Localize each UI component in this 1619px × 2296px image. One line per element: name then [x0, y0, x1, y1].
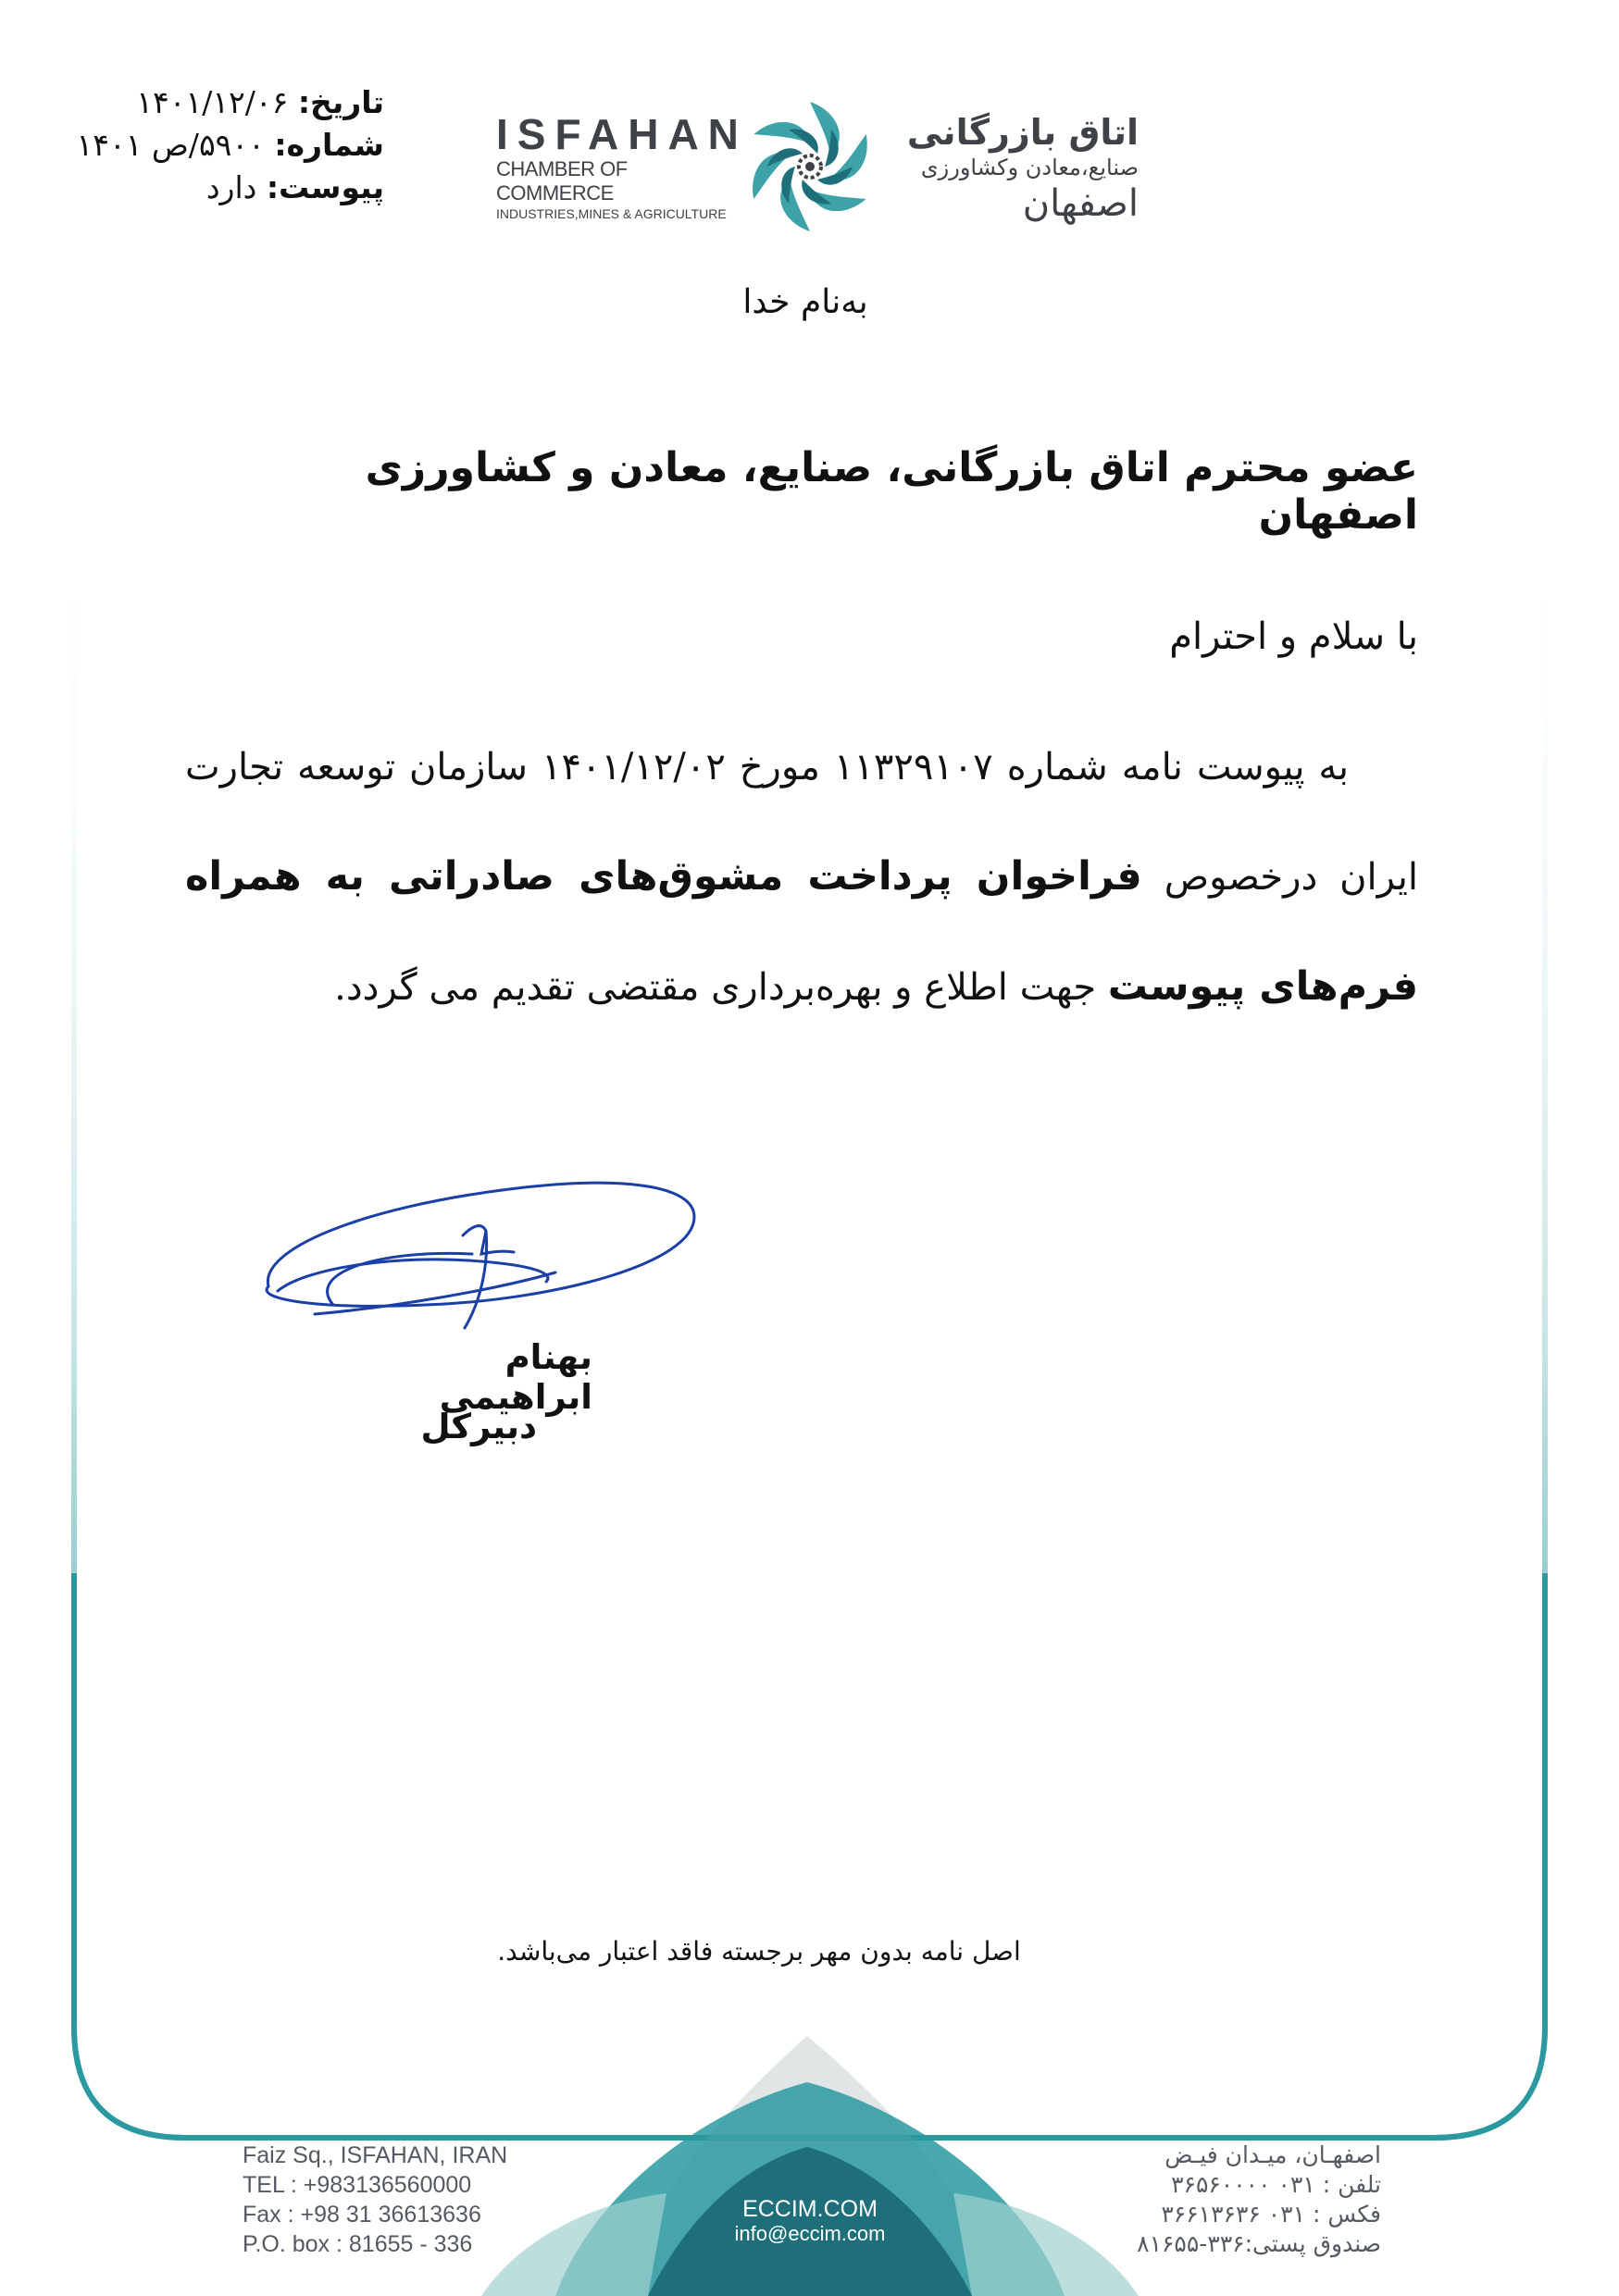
footer-website — [704, 2196, 916, 2246]
bismillah-heading: به‌نام خدا — [742, 283, 868, 321]
footer-petals — [481, 2036, 1139, 2296]
recipient-line: عضو محترم اتاق بازرگانی، صنایع، معادن و کشاورزی اصفهان — [365, 444, 1418, 539]
greeting-line: با سلام و احترام — [1169, 615, 1418, 658]
footer-en-address: Faiz Sq., ISFAHAN, IRAN — [243, 2142, 508, 2168]
logo-isfahan-text: ISFAHAN — [496, 110, 748, 158]
handwritten-signature — [250, 1161, 713, 1365]
meta-attachment-row — [65, 167, 384, 209]
footer-fa-tel: تلفن : ۰۳۱ ۳۶۵۶۰۰۰۰ — [1171, 2171, 1381, 2198]
chamber-logo-icon — [731, 93, 889, 241]
logo-fa-industries: صنایع،معادن وکشاورزی — [920, 155, 1139, 180]
footer-address-persian — [1055, 2141, 1381, 2259]
number-label: شماره: — [274, 127, 384, 163]
body-paragraph — [185, 713, 1418, 1042]
logo-english — [496, 110, 748, 222]
logo-industries-text: INDUSTRIES,MINES & AGRICULTURE — [496, 206, 727, 221]
logo-fa-isfahan: اصفهان — [1022, 182, 1139, 225]
website-link[interactable]: ECCIM.COM — [742, 2196, 878, 2222]
signatory-title: دبیرکل — [420, 1407, 537, 1446]
attachment-value: دارد — [205, 169, 257, 205]
validity-note: اصل نامه بدون مهر برجسته فاقد اعتبار می‌باشد. — [497, 1936, 1021, 1967]
footer-fa-pobox: صندوق پستی:۳۳۶-۸۱۶۵۵ — [1137, 2230, 1381, 2257]
footer-fa-fax: فکس : ۰۳۱ ۳۶۶۱۳۶۳۶ — [1161, 2201, 1381, 2228]
footer-en-tel: TEL : +983136560000 — [243, 2172, 472, 2198]
email-link[interactable]: info@eccim.com — [734, 2222, 886, 2245]
logo-fa-chamber: اتاق بازرگانی — [906, 112, 1139, 153]
footer-fa-address: اصفهـان، میـدان فیـض — [1164, 2141, 1381, 2168]
footer-en-fax: Fax : +98 31 36613636 — [243, 2202, 481, 2228]
date-value: ۱۴۰۱/۱۲/۰۶ — [136, 84, 289, 120]
body-text-1: به پیوست نامه شماره ۱۱۳۲۹۱۰۷ مورخ ۱۴۰۱/۱۲/۰۲ سازمان توسعه تجارت ایران درخصوص — [185, 746, 1418, 899]
body-text-2: جهت اطلاع و بهره‌برداری مقتضی تقدیم می گردد. — [334, 966, 1108, 1009]
footer-address-english — [243, 2141, 576, 2259]
letter-meta — [65, 81, 384, 209]
body-bold-text: فراخوان پرداخت مشوق‌های صادراتی به همراه فرم‌های پیوست — [185, 853, 1418, 1010]
signatory-name: بهنام ابراهیمی — [439, 1337, 592, 1417]
logo-chamber-text: CHAMBER OF COMMERCE — [496, 157, 628, 205]
number-value: ۵۹۰۰/ص ۱۴۰۱ — [76, 127, 265, 163]
date-label: تاریخ: — [297, 84, 384, 120]
attachment-label: پیوست: — [266, 169, 384, 205]
meta-number-row — [65, 124, 384, 167]
footer-en-pobox: P.O. box : 81655 - 336 — [243, 2231, 473, 2257]
meta-date-row — [65, 81, 384, 124]
logo-persian — [889, 111, 1139, 226]
